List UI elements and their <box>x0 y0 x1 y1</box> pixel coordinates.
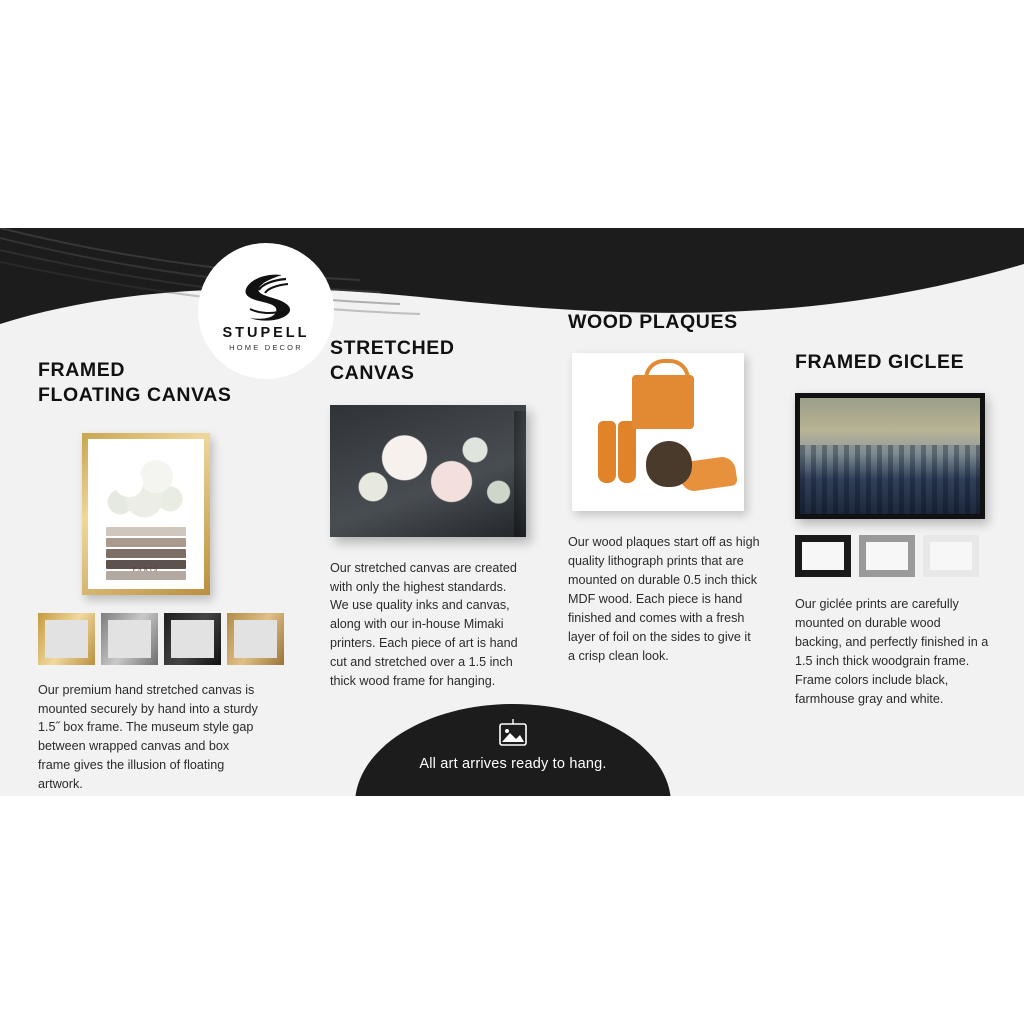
logo-name: STUPELL <box>222 324 310 341</box>
ready-to-hang-text: All art arrives ready to hang. <box>419 756 607 772</box>
section-wood-plaques <box>568 310 768 666</box>
section-title-line1: FRAMED <box>38 359 126 381</box>
bouquet-illustration <box>103 453 189 527</box>
section-description: Our premium hand stretched canvas is mounted securely by hand into a sturdy 1.5˝ box frame. The museum style gap between wrapped canvas and box frame gives the illusion of floating artwork. <box>38 682 258 792</box>
wood-plaque-artwork <box>572 353 744 511</box>
boot-illustration <box>618 421 636 483</box>
handbag-illustration <box>632 375 694 429</box>
frame-option-white[interactable] <box>923 535 979 577</box>
canvas-side-edge <box>514 411 526 537</box>
frame-option-black[interactable] <box>795 535 851 577</box>
section-title <box>568 310 768 335</box>
stretched-canvas-artwork <box>330 405 526 537</box>
section-title-line1: STRETCHED <box>330 337 455 359</box>
section-title-line2: FLOATING CANVAS <box>38 384 232 407</box>
swatch-gray[interactable] <box>101 613 158 665</box>
section-title-line1: FRAMED GICLEE <box>795 351 965 373</box>
section-stretched-canvas <box>330 336 540 691</box>
framed-floating-canvas-artwork <box>82 433 210 595</box>
stupell-swoosh-icon <box>236 271 296 323</box>
picture-frame-icon <box>493 718 533 750</box>
swatch-black[interactable] <box>164 613 221 665</box>
swatch-wood[interactable] <box>227 613 284 665</box>
section-framed-floating-canvas <box>38 358 288 794</box>
dog-illustration <box>646 441 692 487</box>
artwork-caption: PARIS <box>132 566 160 573</box>
giclee-frame-options <box>795 535 1000 577</box>
section-title-line1: WOOD PLAQUES <box>568 311 738 333</box>
section-title <box>795 350 1000 375</box>
swatch-gold[interactable] <box>38 613 95 665</box>
section-description: Our giclée prints are carefully mounted on durable wood backing, and perfectly finished in a 1.5 inch thick woodgrain frame. Frame colors include black, farmhouse gray and white. <box>795 597 989 706</box>
frame-option-gray[interactable] <box>859 535 915 577</box>
logo-subtitle: HOME DECOR <box>229 342 303 352</box>
framed-giclee-artwork <box>795 393 985 519</box>
product-info-panel <box>0 228 1024 796</box>
section-framed-giclee <box>795 350 1000 709</box>
section-description: Our wood plaques start off as high quality lithograph prints that are mounted on durable 0.5 inch thick MDF wood. Each piece is hand finished and comes with a fresh layer of foil on the sides to give it a crisp clean look. <box>568 535 760 663</box>
section-title-line2: CANVAS <box>330 362 415 385</box>
frame-color-swatches <box>38 613 288 665</box>
brand-logo <box>198 243 334 379</box>
top-wave-decoration <box>0 228 1024 338</box>
ready-to-hang-banner <box>355 704 671 796</box>
boot-illustration <box>598 421 616 483</box>
section-description: Our stretched canvas are created with only the highest standards. We use quality inks and canvas, along with our in-house Mimaki printers. Each piece of art is hand cut and stretched over a 1.5 inch thick wood frame for hanging. <box>330 560 518 689</box>
section-title <box>330 336 540 387</box>
